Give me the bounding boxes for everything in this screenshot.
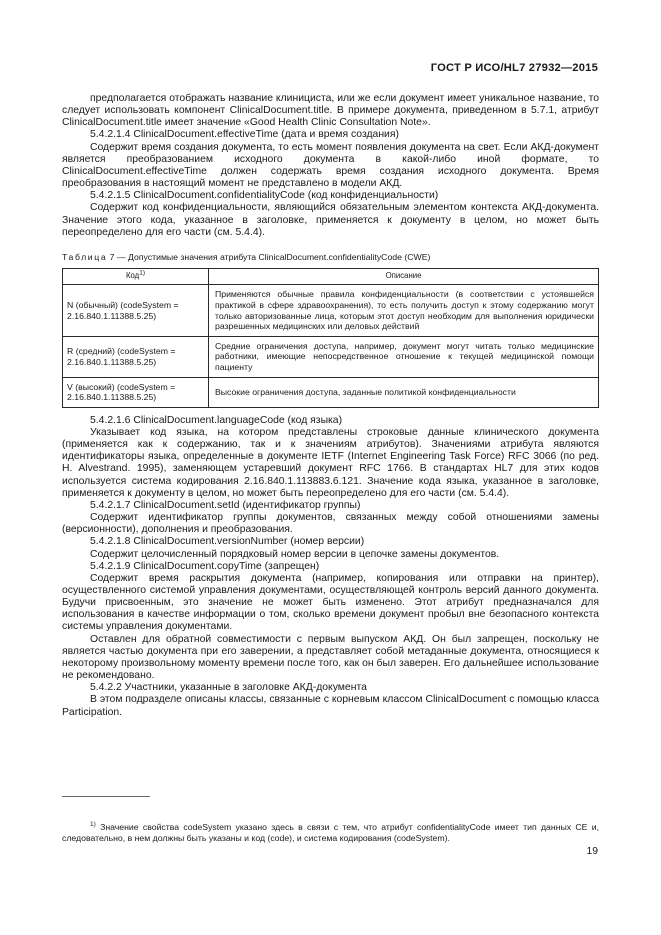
footnote-divider	[62, 796, 150, 797]
section-heading: 5.4.2.1.8 ClinicalDocument.versionNumber (номер версии)	[90, 536, 365, 548]
section-heading: 5.4.2.1.7 ClinicalDocument.setId (идентификатор группы)	[90, 499, 361, 511]
table-caption-text: 7 — Допустимые значения атрибута ClinicalDocument.confidentialityCode (CWE)	[107, 251, 431, 262]
code-cell: N (обычный) (codeSystem = 2.16.840.1.11388.5.25)	[63, 285, 209, 336]
paragraph: предполагается отображать название клинициста, или же если документ имеет уникальное название, то следует использовать компонент ClinicalDocument.title. В примере документа, приведенном в 5.7.1, атрибут ClinicalDocument.title имеет значение «Good Health Clinic Consultation Note».	[62, 93, 599, 129]
section-heading: 5.4.2.1.6 ClinicalDocument.languageCode (код языка)	[90, 414, 343, 426]
section-heading: 5.4.2.2 Участники, указанные в заголовке АКД-документа	[90, 682, 367, 694]
paragraph: Содержит код конфиденциальности, являющийся обязательным элементом контекста АКД-документа. Значение этого кода, указанное в заголовке, применяется к документу в целом, но может быть переопределено для его части (см. 5.4.4).	[62, 202, 599, 238]
table-header-row	[63, 268, 599, 285]
paragraph: Содержит целочисленный порядковый номер версии в цепочке замены документов.	[90, 548, 500, 560]
description-cell: Высокие ограничения доступа, заданные политикой конфиденциальности	[209, 377, 599, 407]
table-row	[63, 285, 599, 336]
footnote	[62, 822, 599, 844]
column-header-description: Описание	[209, 268, 599, 285]
paragraph: Содержит время создания документа, то есть момент появления документа на свет. Если АКД-документ является преобразованием исходного документа в какой-либо иной формате, то ClinicalDocument.effectiveTime должен содержать время создания исходного документа. Время преобразования в настоящий момент не представлено в модели АКД.	[62, 141, 599, 190]
footnote-marker: 1)	[90, 820, 96, 828]
footnote-text: Значение свойства codeSystem указано здесь в связи с тем, что атрибут confidentialityCode имеет тип данных CE и, следовательно, в нем должны быть указаны и код (code), и система кодирования (codeSystem).	[62, 821, 599, 843]
column-header-code: Код$^{1)}$	[63, 268, 209, 285]
table-caption-label: Таблица	[62, 251, 108, 262]
paragraph: Содержит идентификатор группы документов, связанных между собой отношениями замены (версионности), дополнения и преобразования.	[62, 512, 599, 536]
section-heading: 5.4.2.1.5 ClinicalDocument.confidentialityCode (код конфиденциальности)	[90, 190, 439, 202]
description-cell: Применяются обычные правила конфиденциальности (в соответствии с устоявшейся практикой в сфере здравоохранения), то есть получить доступ к этому содержанию могут только авторизованные лица, которым этот доступ необходим для выполнения юридически разрешенных медицинских или деловых действий	[209, 285, 599, 336]
table-caption	[62, 252, 599, 263]
section-heading: 5.4.2.1.4 ClinicalDocument.effectiveTime (дата и время создания)	[90, 129, 399, 141]
body-text	[62, 93, 599, 719]
code-cell: V (высокий) (codeSystem = 2.16.840.1.11388.5.25)	[63, 377, 209, 407]
paragraph: В этом подразделе описаны классы, связанные с корневым классом ClinicalDocument с помощью класса Participation.	[62, 694, 599, 718]
table-row	[63, 336, 599, 377]
paragraph: Оставлен для обратной совместимости с первым выпуском АКД. Он был запрещен, поскольку не является частью документа при его заверении, а представляет собой метаданные документа, относящиеся к некоторому произвольному моменту времени после того, как он был заверен. Его дальнейшее использование не рекомендовано.	[62, 633, 599, 682]
code-cell: R (средний) (codeSystem = 2.16.840.1.11388.5.25)	[63, 336, 209, 377]
section-heading: 5.4.2.1.9 ClinicalDocument.copyTime (запрещен)	[90, 560, 320, 572]
paragraph: Указывает код языка, на котором представлены строковые данные клинического документа (применяется как к содержанию, так и к значениям атрибутов). Значениями атрибута являются идентификаторы языка, определенные в документе IETF (Internet Engineering Task Force) RFC 3066 (по ред. H. Alvestrand. 1995), заменяющем устаревший документ RFC 1766. В стандартах HL7 для этих кодов используется система кодирования 2.16.840.1.113883.6.121. Значение кода языка, указанное в заголовке, применяется к документу в целом, но может быть переопределено для его части (см. 5.4.4).	[62, 426, 599, 499]
paragraph: Содержит время раскрытия документа (например, копирования или отправки на принтер), осуществленного системой управления документами, осуществляющей контроль версий данного документа. Будучи присвоенным, это значение не может быть изменено. Этот атрибут предназначался для использования в качестве информации о том, сколько времени документ пробыл вне безопасного контекста системы управления документами.	[62, 572, 599, 633]
table-row	[63, 377, 599, 407]
standard-header: ГОСТ Р ИСО/HL7 27932—2015	[430, 62, 598, 74]
page-number: 19	[586, 846, 598, 857]
description-cell: Средние ограничения доступа, например, документ могут читать только медицинские работники, имеющие непосредственное отношение к текущей медицинской помощи пациенту	[209, 336, 599, 377]
footnote-ref: 1)	[139, 269, 146, 277]
confidentiality-code-table	[62, 268, 599, 408]
